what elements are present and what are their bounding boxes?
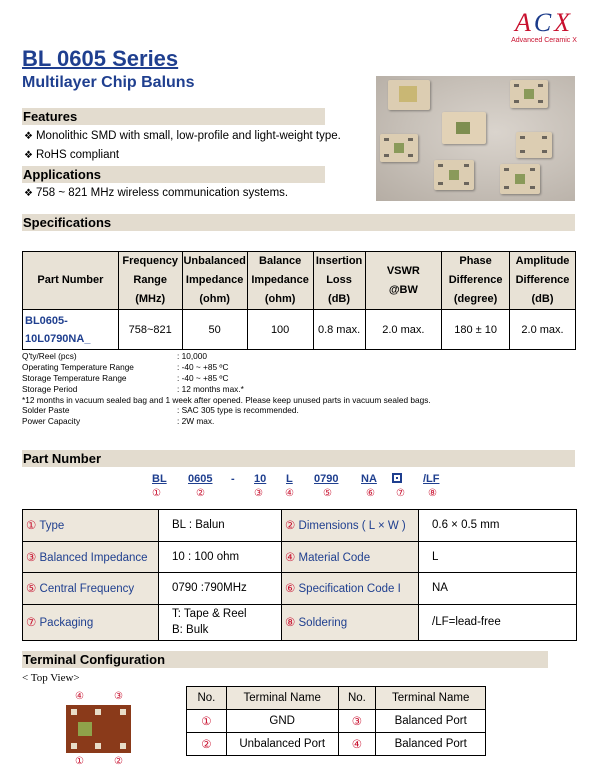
col-header: Terminal Name: [376, 687, 486, 710]
specifications-heading: Specifications: [22, 214, 575, 231]
col-header: Insertion Loss (dB): [313, 252, 365, 310]
code-marker: ⑦: [396, 488, 405, 499]
part-number-heading: Part Number: [22, 450, 575, 467]
soldering-label: ⑧ Soldering: [282, 604, 419, 640]
vswr-cell: 2.0 max.: [365, 310, 442, 350]
pin-label: ②: [114, 756, 123, 767]
soldering-value: /LF=lead-free: [419, 604, 577, 640]
col-header: Frequency Range (MHz): [118, 252, 182, 310]
feature-item: ❖ RoHS compliant: [24, 149, 120, 161]
product-photo: [376, 76, 575, 201]
insertion-loss-cell: 0.8 max.: [313, 310, 365, 350]
square-placeholder-icon: [392, 472, 402, 485]
balanced-impedance-value: 10 : 100 ohm: [159, 541, 282, 573]
col-header: VSWR @BW: [365, 252, 442, 310]
code-segment: /LF: [423, 473, 440, 485]
specifications-table: [22, 251, 576, 350]
col-header: No.: [187, 687, 227, 710]
code-marker: ⑧: [428, 488, 437, 499]
unbalanced-impedance-cell: 50: [182, 310, 247, 350]
table-row: [23, 604, 577, 640]
balanced-impedance-cell: 100: [247, 310, 313, 350]
part-number-table: [22, 509, 577, 641]
code-marker: ③: [254, 488, 263, 499]
amplitude-cell: 2.0 max.: [510, 310, 576, 350]
material-code-label: ④ Material Code: [282, 541, 419, 573]
code-marker: ①: [152, 488, 161, 499]
terminal-no: ②: [187, 733, 227, 756]
chip-top-view-diagram: [66, 705, 131, 753]
table-row: [23, 310, 576, 350]
page-subtitle: Multilayer Chip Baluns: [22, 74, 195, 91]
pin-label: ③: [114, 691, 123, 702]
table-row: [23, 573, 577, 605]
table-row: [23, 541, 577, 573]
part-number-cell: BL0605- 10L0790NA_: [23, 310, 119, 350]
material-code-value: L: [419, 541, 577, 573]
pin-label: ①: [75, 756, 84, 767]
terminal-table: [186, 686, 486, 756]
central-frequency-value: 0790 :790MHz: [159, 573, 282, 605]
top-view-label: < Top View>: [22, 672, 80, 684]
code-segment: BL: [152, 473, 167, 485]
terminal-name: Balanced Port: [376, 733, 486, 756]
features-heading: Features: [22, 108, 325, 125]
terminal-no: ③: [338, 710, 376, 733]
code-marker: ⑤: [323, 488, 332, 499]
code-segment: 0605: [188, 473, 213, 485]
col-header: Terminal Name: [226, 687, 338, 710]
logo-mark: ACX: [514, 8, 574, 37]
col-header: Amplitude Difference (dB): [510, 252, 576, 310]
terminal-name: Balanced Port: [376, 710, 486, 733]
logo-tagline: Advanced Ceramic X: [511, 37, 577, 44]
frequency-cell: 758~821: [118, 310, 182, 350]
application-item: ❖ 758 ~ 821 MHz wireless communication systems.: [24, 187, 289, 199]
applications-heading: Applications: [22, 166, 325, 183]
feature-item: ❖ Monolithic SMD with small, low-profile and light-weight type.: [24, 130, 341, 142]
table-row: [187, 733, 486, 756]
type-label: ① Type: [23, 510, 159, 542]
col-header: Balance Impedance (ohm): [247, 252, 313, 310]
phase-cell: 180 ± 10: [442, 310, 510, 350]
col-header: Unbalanced Impedance (ohm): [182, 252, 247, 310]
terminal-no: ①: [187, 710, 227, 733]
table-header-row: [23, 252, 576, 310]
page-title: BL 0605 Series: [22, 46, 179, 71]
code-segment: NA: [361, 473, 377, 485]
col-header: Phase Difference (degree): [442, 252, 510, 310]
type-value: BL : Balun: [159, 510, 282, 542]
col-header: No.: [338, 687, 376, 710]
dimensions-value: 0.6 × 0.5 mm: [419, 510, 577, 542]
central-frequency-label: ⑤ Central Frequency: [23, 573, 159, 605]
code-segment: 0790: [314, 473, 339, 485]
table-header-row: [187, 687, 486, 710]
code-marker: ④: [285, 488, 294, 499]
code-marker: ⑥: [366, 488, 375, 499]
code-segment: L: [286, 473, 293, 485]
code-marker: ②: [196, 488, 205, 499]
terminal-heading: Terminal Configuration: [22, 651, 548, 668]
col-header: Part Number: [23, 252, 119, 310]
table-row: [187, 710, 486, 733]
terminal-name: GND: [226, 710, 338, 733]
code-separator: -: [231, 473, 235, 485]
terminal-name: Unbalanced Port: [226, 733, 338, 756]
pin-label: ④: [75, 691, 84, 702]
dimensions-label: ② Dimensions ( L × W ): [282, 510, 419, 542]
specification-code-label: ⑥ Specification Code I: [282, 573, 419, 605]
specification-code-value: NA: [419, 573, 577, 605]
packaging-label: ⑦ Packaging: [23, 604, 159, 640]
acx-logo: [498, 10, 590, 52]
code-segment: 10: [254, 473, 267, 485]
balanced-impedance-label: ③ Balanced Impedance: [23, 541, 159, 573]
packaging-value: T: Tape & Reel B: Bulk: [159, 604, 282, 640]
table-row: [23, 510, 577, 542]
terminal-no: ④: [338, 733, 376, 756]
